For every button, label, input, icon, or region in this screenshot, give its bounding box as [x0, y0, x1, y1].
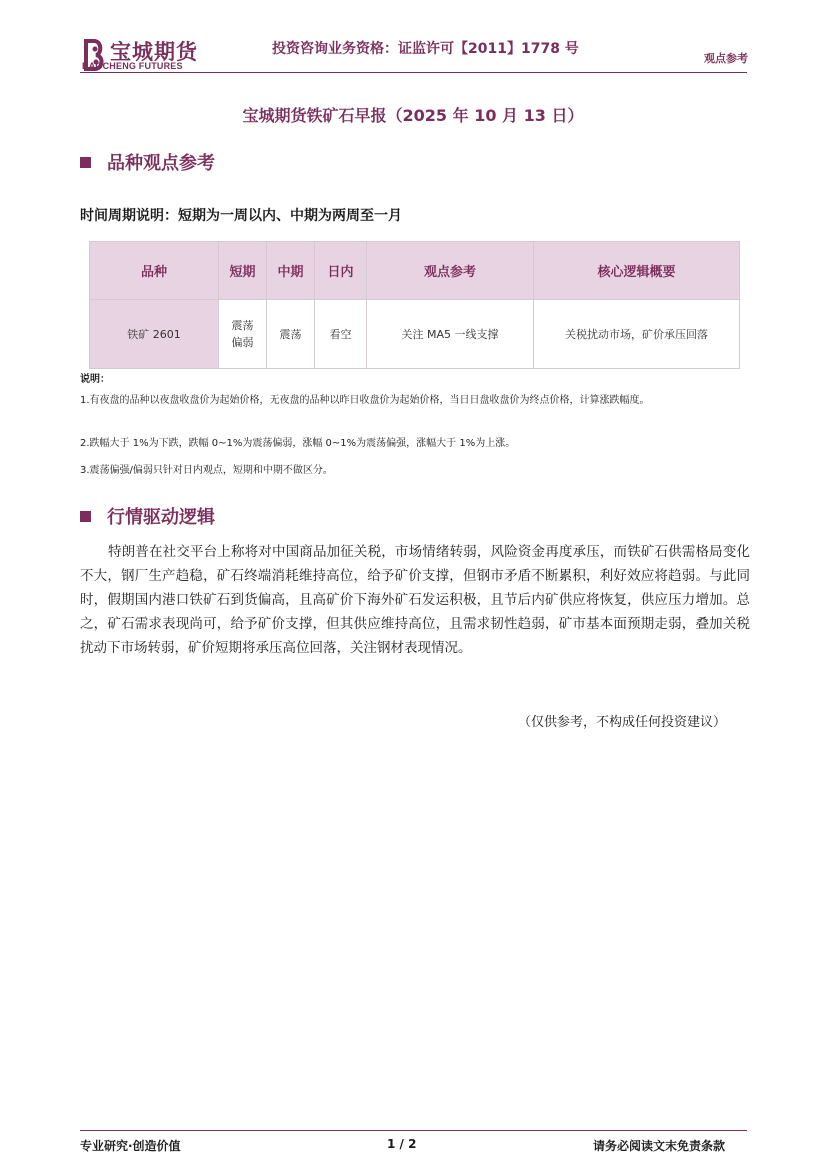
note-item: 2.跌幅大于 1%为下跌，跌幅 0~1%为震荡偏弱，涨幅 0~1%为震荡偏强，涨幅大于 1%为上涨。	[80, 438, 516, 449]
table-header-cell: 核心逻辑概要	[534, 242, 740, 300]
table-header-cell: 品种	[90, 242, 219, 300]
section-heading-drivers	[80, 503, 215, 529]
footer-divider	[80, 1130, 747, 1131]
period-note: 时间周期说明：短期为一周以内、中期为两周至一月	[80, 208, 402, 224]
table-cell-mid-term: 震荡	[267, 300, 315, 369]
table-header-cell: 短期	[219, 242, 267, 300]
logo-chinese-name: 宝城期货	[110, 39, 198, 64]
table-cell-intraday: 看空	[315, 300, 367, 369]
table-header-cell: 中期	[267, 242, 315, 300]
document-title: 宝城期货铁矿石早报（2025 年 10 月 13 日）	[242, 106, 584, 125]
table-header-cell: 观点参考	[367, 242, 534, 300]
section-square-icon	[80, 157, 91, 168]
footer-disclaimer-link: 请务必阅读文末免责条款	[592, 1139, 725, 1153]
header-tag: 观点参考	[704, 52, 748, 65]
views-table	[89, 241, 740, 369]
table-header-row	[90, 242, 740, 300]
logo-english-name: BAOCHENG FUTURES	[82, 61, 183, 71]
header-divider	[80, 72, 747, 73]
disclaimer-text: （仅供参考，不构成任何投资建议）	[517, 715, 726, 730]
note-item: 1.有夜盘的品种以夜盘收盘价为起始价格，无夜盘的品种以昨日收盘价为起始价格，当日日盘收盘价为终点价格，计算涨跌幅度。	[80, 395, 650, 406]
table-cell-logic: 关税扰动市场，矿价承压回落	[534, 300, 740, 369]
qualification-text: 投资咨询业务资格：证监许可【2011】1778 号	[272, 41, 579, 57]
page-number: 1 / 2	[387, 1137, 417, 1151]
notes-label: 说明：	[80, 374, 110, 385]
footer-slogan: 专业研究·创造价值	[80, 1139, 181, 1153]
market-logic-paragraph: 特朗普在社交平台上称将对中国商品加征关税，市场情绪转弱，风险资金再度承压，而铁矿石供需格局变化不大，钢厂生产趋稳，矿石终端消耗维持高位，给予矿价支撑，但钢市矛盾不断累积，利好效应将趋弱。与此同时，假期国内港口铁矿石到货偏高，且高矿价下海外矿石发运积极，且节后内矿供应将恢复，供应压力增加。总之，矿石需求表现尚可，给予矿价支撑，但其供应维持高位，且需求韧性趋弱，矿市基本面预期走弱，叠加关税扰动下市场转弱，矿价短期将承压高位回落，关注钢材表现情况。	[80, 544, 750, 656]
section-heading-views	[80, 149, 215, 175]
section-heading-text: 行情驱动逻辑	[107, 507, 215, 528]
section-square-icon	[80, 511, 91, 522]
table-header-cell: 日内	[315, 242, 367, 300]
note-item: 3.震荡偏强/偏弱只针对日内观点，短期和中期不做区分。	[80, 465, 333, 476]
section-heading-text: 品种观点参考	[107, 153, 215, 174]
table-cell-view: 关注 MA5 一线支撑	[367, 300, 534, 369]
table-cell-short-term: 震荡 偏弱	[219, 300, 267, 369]
table-row	[90, 300, 740, 369]
table-cell-variety: 铁矿 2601	[90, 300, 219, 369]
